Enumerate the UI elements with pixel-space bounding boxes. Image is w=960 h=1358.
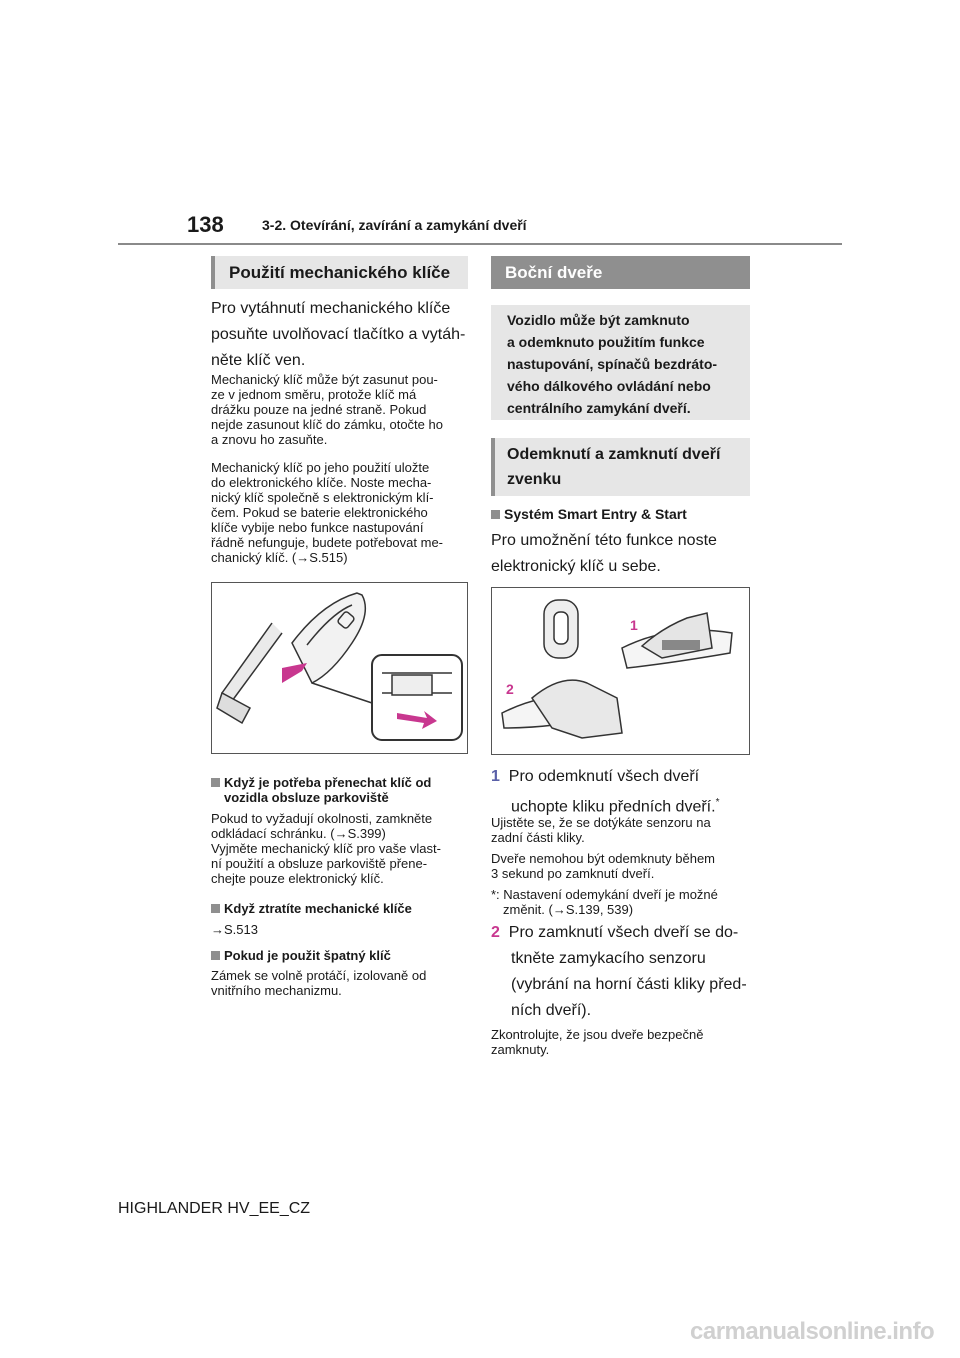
header-rule: [118, 243, 842, 245]
bullet-lost-keys: Když ztratíte mechanické klíče: [211, 901, 412, 916]
footnote: *: Nastavení odemykání dveří je možné změnit. (→S.139, 539): [491, 887, 718, 917]
left-intro: Pro vytáhnutí mechanického klíče posuňte uvolňovací tlačítko a vytáh- něte klíč ven.: [211, 300, 466, 369]
page-number: 138: [187, 212, 224, 237]
bullet-square-icon: [491, 510, 500, 519]
info-box: Vozidlo může být zamknuto a odemknuto použitím funkce nastupování, spínačů bezdráto- vého dálkového ovládání nebo centrálního zamykání dveří.: [491, 305, 750, 420]
step-1: 1 Pro odemknutí všech dveří uchopte kliku předních dveří.*: [491, 768, 720, 816]
bullet-valet: Když je potřeba přenechat klíč od vozidla obsluze parkoviště: [211, 775, 473, 805]
door-handle-illustration: [492, 588, 749, 754]
step-1-number: 1: [491, 768, 500, 785]
fig-label-1: 1: [630, 617, 638, 633]
left-para1: Mechanický klíč může být zasunut pou- ze v jednom směru, protože klíč má drážku pouze na jedné straně. Pokud nejde zasunout klíč do zámku, otočte ho a znovu ho zasuňte.: [211, 372, 443, 447]
system-text: Pro umožnění této funkce noste elektronický klíč u sebe.: [491, 532, 717, 575]
watermark: carmanualsonline.info: [690, 1318, 935, 1345]
step-2: 2 Pro zamknutí všech dveří se do- tkněte zamykacího senzoru (vybrání na horní části kliky před- ních dveří).: [491, 924, 747, 1019]
left-heading: Použití mechanického klíče: [211, 256, 468, 289]
bullet-square-icon: [211, 778, 220, 787]
bullet-wrong-key: Pokud je použit špatný klíč: [211, 948, 391, 963]
system-title: Systém Smart Entry & Start: [491, 506, 687, 522]
right-heading: Boční dveře: [491, 256, 750, 289]
wrong-key-text: Zámek se volně protáčí, izolovaně od vnitřního mechanizmu.: [211, 968, 427, 998]
note-delay: Dveře nemohou být odemknuty během 3 sekund po zamknutí dveří.: [491, 851, 716, 881]
door-figure: [491, 587, 750, 755]
fig-label-2: 2: [506, 681, 514, 697]
key-illustration: [212, 583, 467, 753]
footer-model: HIGHLANDER HV_EE_CZ: [118, 1200, 311, 1217]
note-check: Zkontrolujte, že jsou dveře bezpečně zamknuty.: [491, 1027, 704, 1057]
bullet-square-icon: [211, 951, 220, 960]
step-2-number: 2: [491, 924, 500, 941]
note-sensor: Ujistěte se, že se dotýkáte senzoru na zadní části kliky.: [491, 815, 711, 845]
section-title: 3-2. Otevírání, zavírání a zamykání dveří: [262, 217, 527, 233]
bullet-valet-text: Pokud to vyžadují okolnosti, zamkněte odkládací schránku. (→S.399) Vyjměte mechanický klíč pro vaše vlast- ní použití a obsluze parkoviště přene- chejte pouze elektronický klíč.: [211, 811, 441, 886]
key-figure: [211, 582, 468, 754]
bullet-square-icon: [211, 904, 220, 913]
right-subheading: Odemknutí a zamknutí dveří zvenku: [491, 438, 750, 496]
left-para2: Mechanický klíč po jeho použití uložte do elektronického klíče. Noste mecha- nický klíč společně s elektronickým klí- čem. Pokud se baterie elektronického klíče vybije nebo funkce nastupování řádně nefunguje, budete potřebovat me- chanický klíč. (→S.515): [211, 460, 444, 565]
lost-keys-ref: →S.513: [211, 922, 258, 937]
